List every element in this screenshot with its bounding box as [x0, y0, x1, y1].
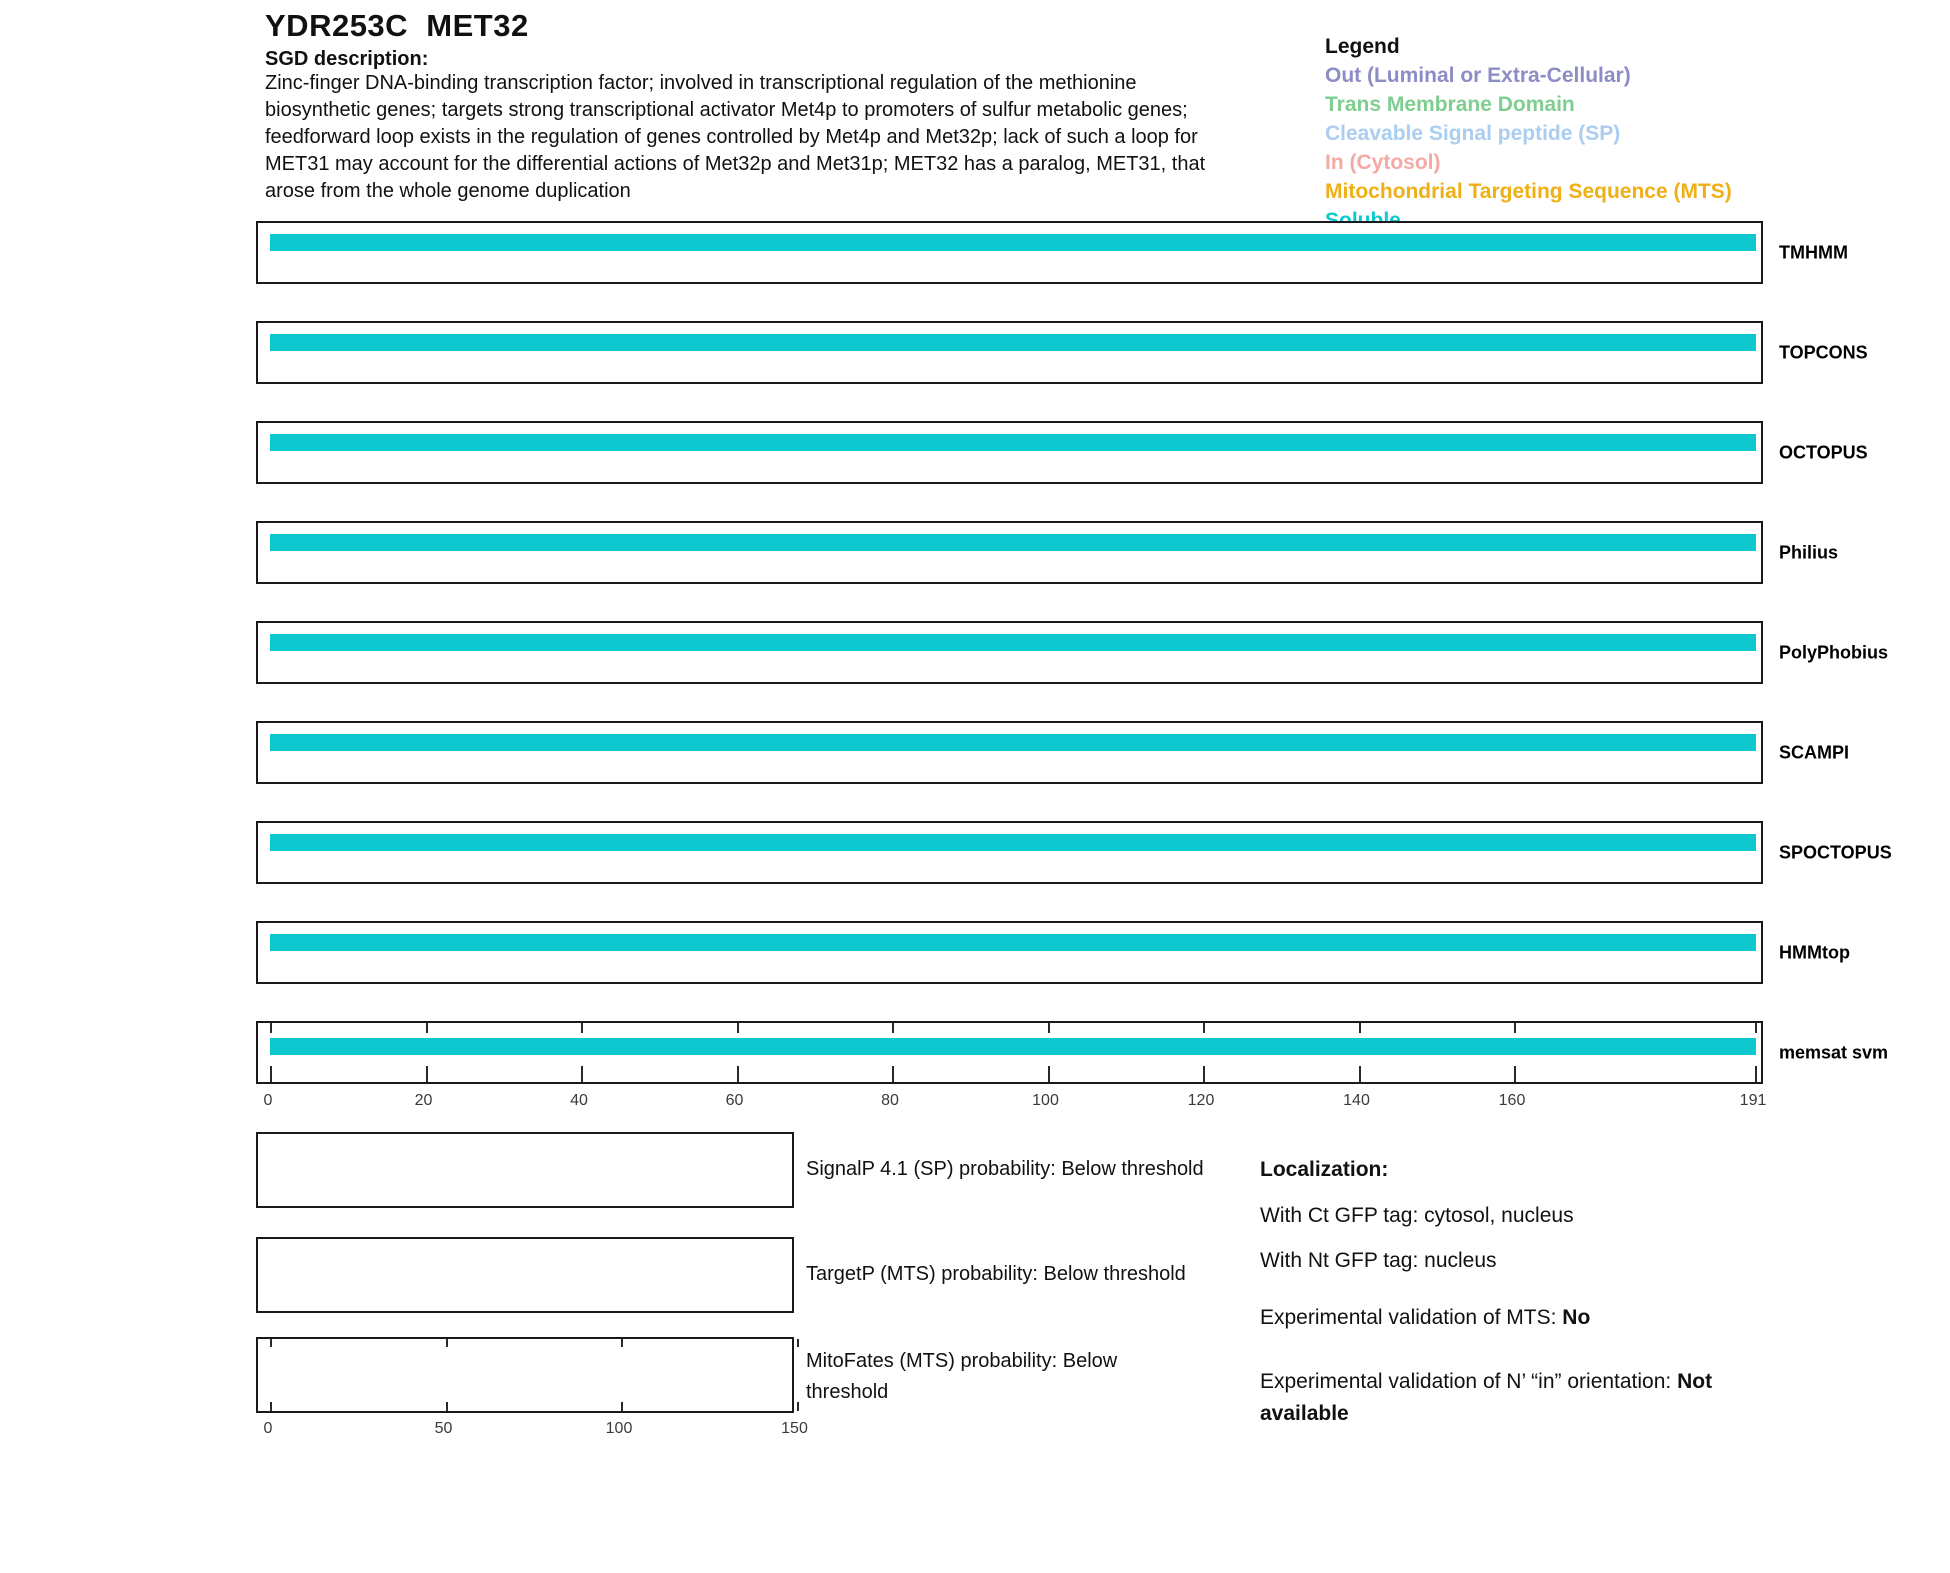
- track-topcons: [256, 321, 1950, 384]
- track-tmhmm: [256, 221, 1950, 284]
- axis-tick: [737, 1023, 739, 1033]
- track-plot-area: [256, 221, 1763, 284]
- mts-validation-value: No: [1562, 1306, 1591, 1329]
- legend-item-in: In (Cytosol): [1325, 151, 1441, 174]
- mts-validation-line: [1260, 1306, 1590, 1330]
- axis-tick: [446, 1339, 448, 1347]
- track-octopus: [256, 421, 1950, 484]
- description-line: Zinc-finger DNA-binding transcription factor; involved in transcriptional regulation of the methionine: [265, 72, 1137, 94]
- axis-tick: [1359, 1023, 1361, 1033]
- axis-tick-label: 120: [1187, 1092, 1215, 1109]
- track-plot-area: [256, 421, 1763, 484]
- page-title: YDR253C MET32: [265, 8, 529, 43]
- soluble-prediction-bar: [270, 734, 1756, 751]
- mitofates-axis: [256, 1420, 808, 1440]
- soluble-prediction-bar: [270, 834, 1756, 851]
- description-line: feedforward loop exists in the regulation of genes controlled by Met4p and Met32p; lack of such a loop for: [265, 126, 1198, 148]
- legend-item-tm: Trans Membrane Domain: [1325, 93, 1575, 116]
- axis-tick: [1203, 1023, 1205, 1033]
- axis-tick: [270, 1066, 272, 1082]
- soluble-prediction-bar: [270, 534, 1756, 551]
- axis-tick-label: 40: [570, 1092, 588, 1109]
- localization-nt-line: With Nt GFP tag: nucleus: [1260, 1249, 1497, 1272]
- legend-item-sp: Cleavable Signal peptide (SP): [1325, 122, 1621, 145]
- track-label: TOPCONS: [1779, 342, 1868, 362]
- soluble-prediction-bar: [270, 434, 1756, 451]
- axis-tick-label: 50: [434, 1420, 453, 1437]
- axis-tick-label: 0: [263, 1420, 273, 1437]
- track-label: SCAMPI: [1779, 742, 1850, 762]
- axis-tick: [426, 1023, 428, 1033]
- legend-title: Legend: [1325, 35, 1400, 58]
- axis-tick: [1755, 1023, 1757, 1033]
- description-line: MET31 may account for the differential actions of Met32p and Met31p; MET32 has a paralog, MET31, that: [265, 153, 1206, 175]
- track-label: OCTOPUS: [1779, 442, 1868, 462]
- axis-tick: [797, 1339, 799, 1347]
- legend-item-out: Out (Luminal or Extra-Cellular): [1325, 64, 1631, 87]
- axis-tick-label: 80: [881, 1092, 899, 1109]
- targetp-plot-area: [256, 1237, 794, 1313]
- mitofates-caption: MitoFates (MTS) probability: Below threshold: [806, 1350, 1118, 1403]
- axis-tick: [426, 1066, 428, 1082]
- track-label: Philius: [1779, 542, 1839, 562]
- axis-tick: [1514, 1066, 1516, 1082]
- orientation-validation-value: Not available: [1260, 1370, 1713, 1425]
- legend-item-mts: Mitochondrial Targeting Sequence (MTS): [1325, 180, 1732, 203]
- track-polyphobius: [256, 621, 1950, 684]
- track-spoctopus: [256, 821, 1950, 884]
- axis-tick-label: 60: [725, 1092, 744, 1109]
- localization-heading: Localization:: [1260, 1158, 1389, 1181]
- signalp-plot-area: [256, 1132, 794, 1208]
- soluble-prediction-bar: [270, 934, 1756, 951]
- axis-tick-label: 140: [1343, 1092, 1370, 1109]
- axis-tick: [1514, 1023, 1516, 1033]
- axis-tick: [1755, 1066, 1757, 1082]
- axis-tick-label: 100: [605, 1420, 633, 1437]
- track-label: memsat svm: [1779, 1042, 1889, 1062]
- axis-tick: [737, 1066, 739, 1082]
- axis-tick-label: 100: [1032, 1092, 1059, 1109]
- axis-tick: [1359, 1066, 1361, 1082]
- soluble-prediction-bar: [270, 1038, 1756, 1055]
- axis-tick: [621, 1402, 623, 1411]
- track-label: HMMtop: [1779, 942, 1850, 962]
- track-plot-area: [256, 621, 1763, 684]
- track-plot-area: [256, 1021, 1763, 1084]
- axis-tick: [797, 1402, 799, 1411]
- track-scampi: [256, 721, 1950, 784]
- track-plot-area: [256, 821, 1763, 884]
- track-memsat-svm: [256, 1021, 1950, 1084]
- track-label: SPOCTOPUS: [1779, 842, 1892, 862]
- orientation-validation-label: Experimental validation of N’ “in” orientation:: [1260, 1370, 1678, 1393]
- soluble-prediction-bar: [270, 634, 1756, 651]
- axis-tick: [1048, 1023, 1050, 1033]
- track-plot-area: [256, 521, 1763, 584]
- targetp-caption: TargetP (MTS) probability: Below threshold: [806, 1263, 1186, 1285]
- legend: [1325, 32, 1732, 235]
- axis-tick: [1203, 1066, 1205, 1082]
- track-plot-area: [256, 321, 1763, 384]
- mitofates-plot-area: [256, 1337, 794, 1413]
- soluble-prediction-bar: [270, 334, 1756, 351]
- orientation-validation-line: [1260, 1366, 1780, 1430]
- axis-tick-label: 191: [1739, 1092, 1767, 1109]
- axis-tick: [270, 1339, 272, 1347]
- localization-ct-line: With Ct GFP tag: cytosol, nucleus: [1260, 1204, 1574, 1227]
- axis-tick: [270, 1402, 272, 1411]
- description-line: biosynthetic genes; targets strong transcriptional activator Met4p to promoters of sulfur metabolic genes;: [265, 99, 1188, 121]
- axis-tick: [1048, 1066, 1050, 1082]
- axis-tick-label: 160: [1498, 1092, 1526, 1109]
- track-philius: [256, 521, 1950, 584]
- sgd-description-label: SGD description:: [265, 48, 429, 70]
- description-line: arose from the whole genome duplication: [265, 180, 631, 202]
- track-plot-area: [256, 921, 1763, 984]
- axis-tick-label: 20: [414, 1092, 433, 1109]
- axis-tick: [270, 1023, 272, 1033]
- axis-tick: [892, 1066, 894, 1082]
- track-hmmtop: [256, 921, 1950, 984]
- axis-tick-label: 150: [781, 1420, 808, 1437]
- track-label: TMHMM: [1779, 242, 1848, 262]
- axis-tick-label: 0: [263, 1092, 273, 1109]
- track-plot-area: [256, 721, 1763, 784]
- axis-tick: [892, 1023, 894, 1033]
- signalp-caption: SignalP 4.1 (SP) probability: Below threshold: [806, 1158, 1204, 1180]
- axis-tick: [581, 1066, 583, 1082]
- axis-tick: [621, 1339, 623, 1347]
- residue-axis: [256, 1092, 1767, 1112]
- soluble-prediction-bar: [270, 234, 1756, 251]
- sgd-description-text: [265, 70, 1305, 205]
- mts-validation-label: Experimental validation of MTS:: [1260, 1306, 1563, 1329]
- axis-tick: [446, 1402, 448, 1411]
- axis-tick: [581, 1023, 583, 1033]
- track-label: PolyPhobius: [1779, 642, 1889, 662]
